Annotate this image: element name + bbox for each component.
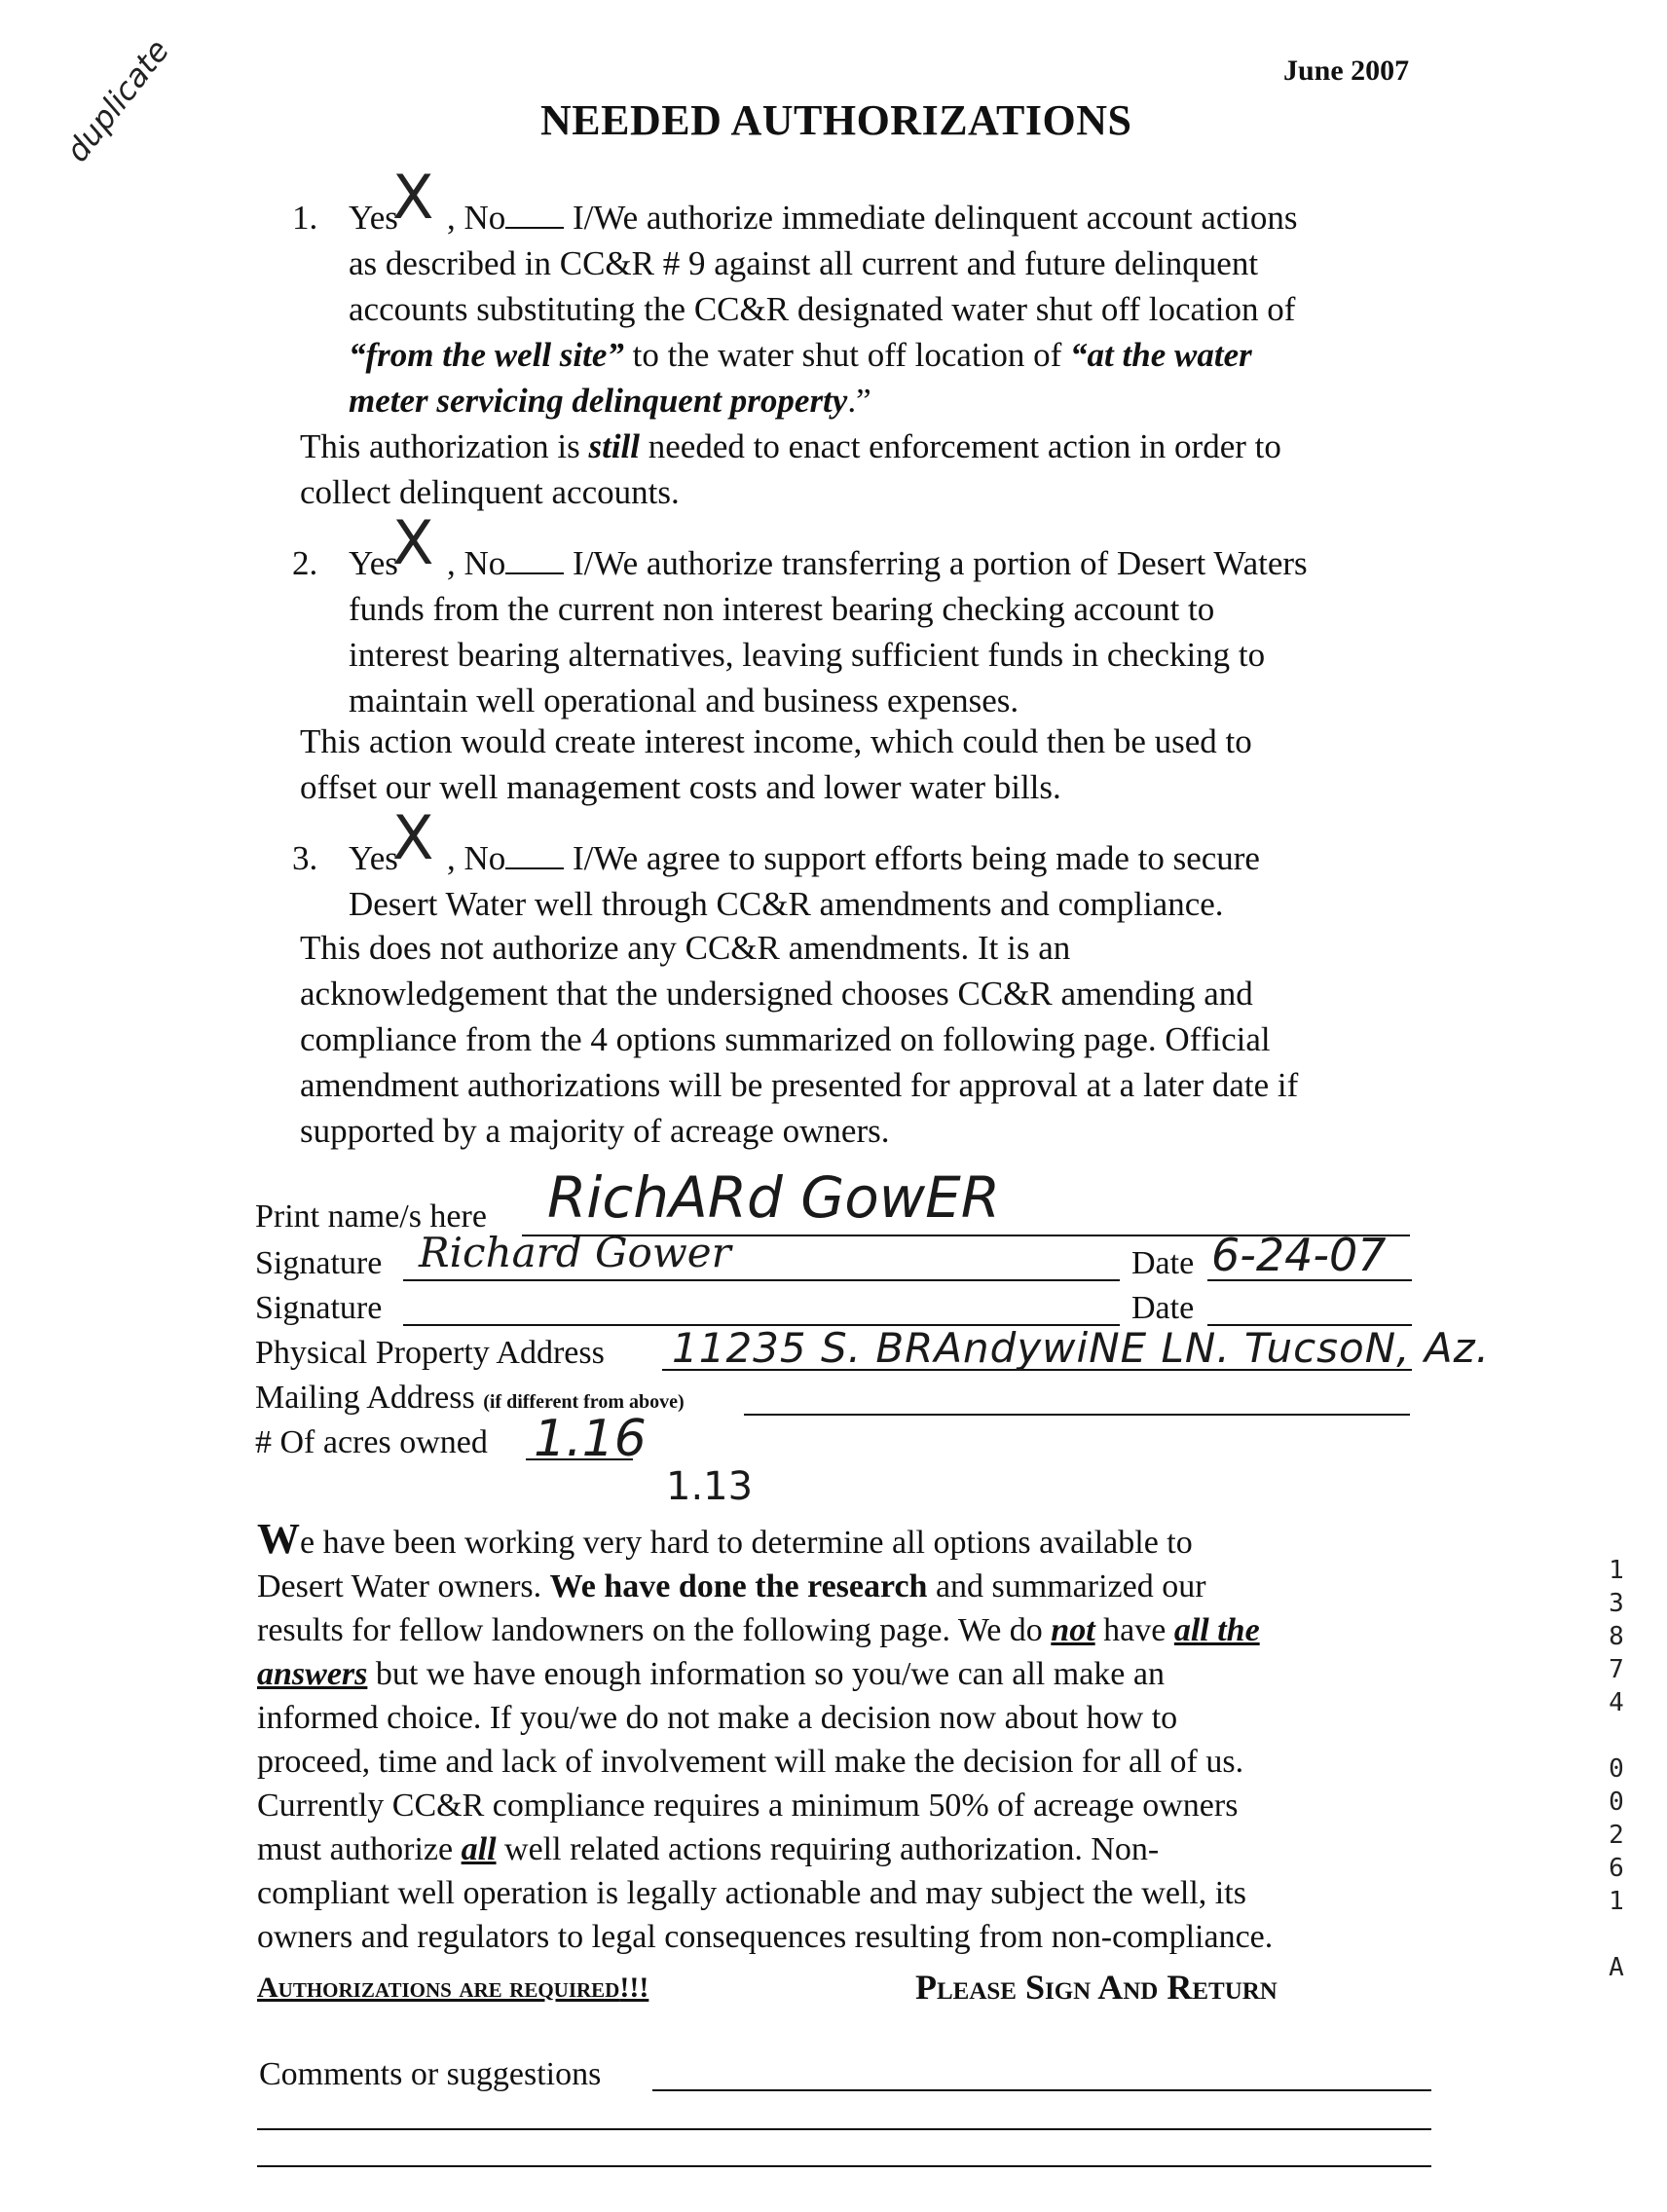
item-first-line: Yes X , No I/We agree to support efforts being made to secure: [349, 802, 1260, 877]
item-line: funds from the current non interest bearing checking account to: [349, 590, 1215, 628]
no-label: No: [463, 199, 506, 237]
page-title: NEEDED AUTHORIZATIONS: [540, 96, 1132, 144]
bold-research: We have done the research: [549, 1568, 928, 1604]
check-x-mark: X: [391, 162, 434, 233]
side-code-char: A: [1609, 1953, 1624, 1982]
item-first-line: Yes X , No I/We authorize immediate delinquent account actions: [349, 162, 1298, 237]
yes-label: Yes: [349, 839, 398, 877]
yes-checkbox[interactable]: [391, 162, 447, 233]
side-document-code: [1605, 1554, 1628, 1984]
no-checkbox[interactable]: [505, 198, 564, 229]
emphasis-answers: answers: [257, 1656, 368, 1692]
item-line: meter servicing delinquent property.”: [349, 382, 871, 420]
emphasis-not: not: [1051, 1612, 1095, 1648]
comments-line-1[interactable]: [652, 2089, 1431, 2091]
signature-value[interactable]: Richard Gower: [419, 1229, 731, 1276]
item-lead-text: I/We authorize transferring a portion of Desert Waters: [572, 544, 1308, 582]
item-lead-text: I/We agree to support efforts being made to secure: [572, 839, 1260, 877]
item-2-note: This action would create interest income, which could then be used to offset our well management costs and lower water bills.: [300, 722, 1252, 806]
yes-checkbox[interactable]: [391, 507, 447, 578]
physical-address-label: Physical Property Address: [255, 1335, 605, 1371]
no-label: No: [463, 544, 506, 582]
comments-label: Comments or suggestions: [259, 2056, 602, 2092]
side-code-char: 1: [1609, 1887, 1624, 1916]
item-line: Desert Water well through CC&R amendments and compliance.: [349, 885, 1224, 923]
item-1-note: This authorization is still needed to enact enforcement action in order to collect delinquent accounts.: [300, 427, 1281, 511]
document-date: June 2007: [1283, 55, 1410, 87]
date-label: Date: [1131, 1245, 1195, 1281]
mailing-address-label: Mailing Address (if different from above): [255, 1380, 685, 1416]
side-code-char: 3: [1609, 1589, 1624, 1618]
emphasis-still: still: [588, 427, 641, 465]
yes-label: Yes: [349, 544, 398, 582]
mailing-address-line[interactable]: [744, 1414, 1410, 1416]
item-number: 1.: [292, 199, 318, 237]
quote-at-water-meter: “at the water: [1070, 336, 1252, 374]
side-code-char: [1605, 1918, 1628, 1951]
side-code-char: 0: [1609, 1754, 1624, 1784]
item-line: interest bearing alternatives, leaving sufficient funds in checking to: [349, 636, 1266, 674]
side-code-char: 4: [1609, 1688, 1624, 1717]
no-label: No: [463, 839, 506, 877]
check-x-mark: X: [391, 507, 434, 578]
side-code-char: 7: [1609, 1655, 1624, 1684]
signature-label: Signature: [255, 1245, 383, 1281]
item-number: 3.: [292, 839, 318, 877]
signature-2-label: Signature: [255, 1290, 383, 1326]
no-checkbox[interactable]: [505, 543, 564, 574]
side-code-char: 2: [1609, 1821, 1624, 1850]
item-number: 2.: [292, 544, 318, 582]
item-first-line: Yes X , No I/We authorize transferring a portion of Desert Waters: [349, 507, 1308, 582]
physical-address-value[interactable]: 11235 S. BRAndywiNE LN. TucsoN, Az.: [672, 1324, 1490, 1372]
quote-from-well-site: “from the well site”: [349, 336, 624, 374]
date-2-label: Date: [1131, 1290, 1195, 1326]
acres-handwritten-note: 1.13: [666, 1464, 754, 1509]
side-code-char: 1: [1609, 1556, 1624, 1585]
no-checkbox[interactable]: [505, 838, 564, 869]
side-code-char: 8: [1609, 1622, 1624, 1651]
side-code-characters: [1605, 1554, 1628, 1984]
emphasis-all-the: all the: [1173, 1612, 1260, 1648]
please-sign-and-return: Please Sign And Return: [915, 1968, 1278, 2007]
item-line: “from the well site” to the water shut off location of “at the water: [349, 336, 1252, 374]
authorizations-required: Authorizations are required!!!: [257, 1972, 649, 2004]
check-x-mark: X: [391, 802, 434, 873]
comments-line-3[interactable]: [257, 2165, 1431, 2167]
emphasis-all: all: [461, 1831, 497, 1867]
yes-label: Yes: [349, 199, 398, 237]
signature-line[interactable]: [403, 1279, 1120, 1281]
print-name-label: Print name/s here: [255, 1198, 487, 1235]
mailing-address-note: (if different from above): [483, 1391, 685, 1413]
side-code-char: 0: [1609, 1788, 1624, 1817]
date-value[interactable]: 6-24-07: [1211, 1229, 1387, 1281]
acres-label: # Of acres owned: [255, 1424, 488, 1460]
item-line: as described in CC&R # 9 against all current and future delinquent: [349, 244, 1259, 282]
comments-line-2[interactable]: [257, 2128, 1431, 2130]
item-3-note: This does not authorize any CC&R amendments. It is an acknowledgement that the undersigned chooses CC&R amending and compliance from the 4 options summarized on following page. Official amendment authorizations will be presented for approval at a later date if supported by a majority of acreage owners.: [300, 929, 1299, 1150]
item-line: maintain well operational and business expenses.: [349, 682, 1019, 719]
yes-checkbox[interactable]: [391, 802, 447, 873]
print-name-value[interactable]: RichARd GowER: [547, 1164, 1001, 1231]
acres-value[interactable]: 1.16: [534, 1410, 647, 1468]
info-paragraph: We have been working very hard to determine all options available to Desert Water owners. We have done the research and summarized our results for fellow landowners on the following page. We do not have all the answers but we have enough information so you/we can all make an informed choice. If you/we do not make a decision now about how to proceed, time and lack of involvement will make the decision for all of us. Currently CC&R compliance requires a minimum 50% of acreage owners must authorize all well related actions requiring authorization. Non- compliant well operation is legally actionable and may subject the well, its owners and regulators to legal consequences resulting from non-compliance.: [257, 1515, 1274, 1955]
item-line: accounts substituting the CC&R designated water shut off location of: [349, 290, 1296, 328]
side-code-char: [1605, 1719, 1628, 1752]
item-lead-text: I/We authorize immediate delinquent account actions: [572, 199, 1298, 237]
duplicate-annotation: duplicate: [58, 32, 177, 169]
side-code-char: 6: [1609, 1854, 1624, 1883]
